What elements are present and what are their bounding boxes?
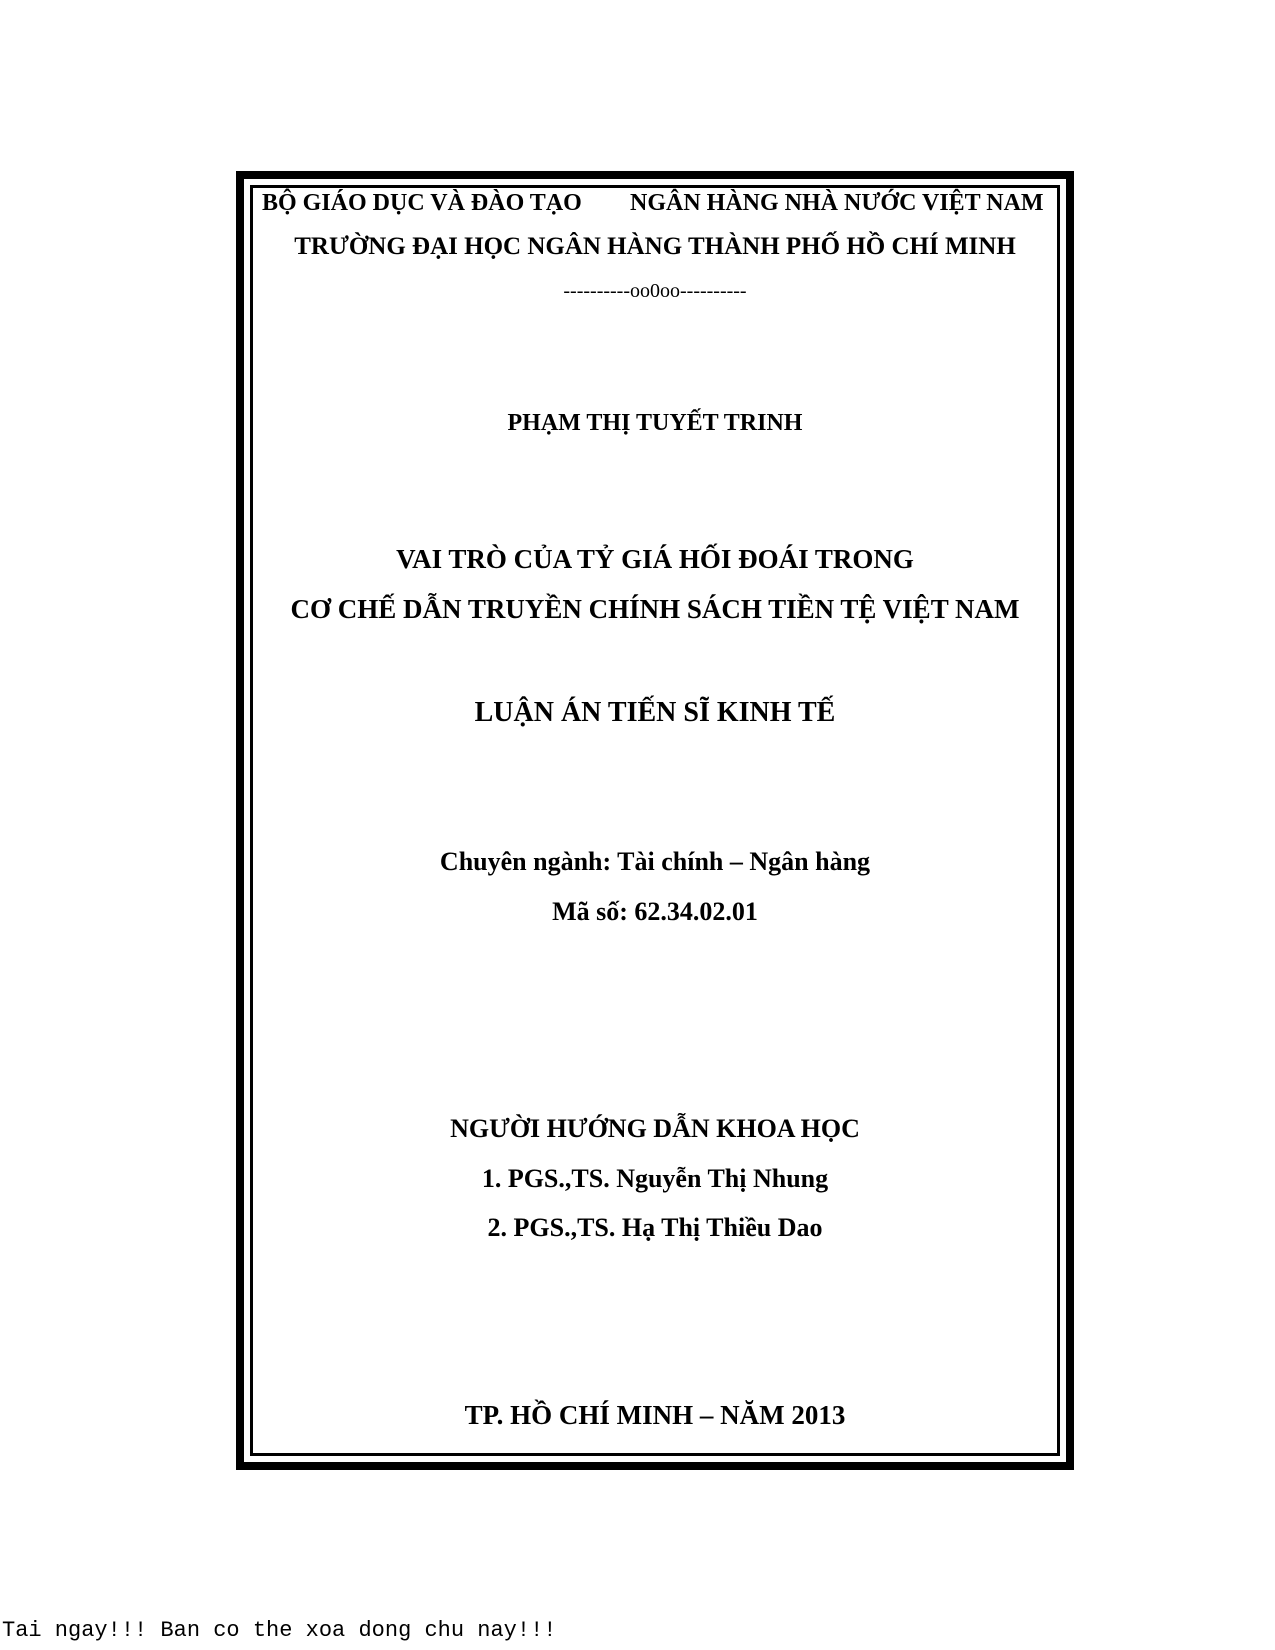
university-name: TRƯỜNG ĐẠI HỌC NGÂN HÀNG THÀNH PHỐ HỒ CHÍ MINH <box>294 233 1016 260</box>
supervisor-2: 2. PGS.,TS. Hạ Thị Thiều Dao <box>487 1213 823 1242</box>
major-code: Mã số: 62.34.02.01 <box>552 897 758 926</box>
thesis-title-line2: CƠ CHẾ DẪN TRUYỀN CHÍNH SÁCH TIỀN TỆ VIỆT NAM <box>290 594 1020 624</box>
bank-name: NGÂN HÀNG NHÀ NƯỚC VIỆT NAM <box>630 190 1044 216</box>
major: Chuyên ngành: Tài chính – Ngân hàng <box>439 847 871 876</box>
separator: ----------oo0oo---------- <box>563 280 747 302</box>
thesis-title-line1: VAI TRÒ CỦA TỶ GIÁ HỐI ĐOÁI TRONG <box>396 544 914 574</box>
ministry-name: BỘ GIÁO DỤC VÀ ĐÀO TẠO <box>262 190 582 216</box>
degree-title: LUẬN ÁN TIẾN SĨ KINH TẾ <box>474 697 836 728</box>
footer-note: Tai ngay!!! Ban co the xoa dong chu nay!!! <box>2 1618 557 1643</box>
inner-border <box>250 185 1060 1456</box>
supervisor-heading: NGƯỜI HƯỚNG DẪN KHOA HỌC <box>450 1114 860 1143</box>
supervisor-1: 1. PGS.,TS. Nguyễn Thị Nhung <box>481 1164 829 1193</box>
author-name: PHẠM THỊ TUYẾT TRINH <box>507 410 803 436</box>
place-year: TP. HỒ CHÍ MINH – NĂM 2013 <box>464 1400 846 1430</box>
